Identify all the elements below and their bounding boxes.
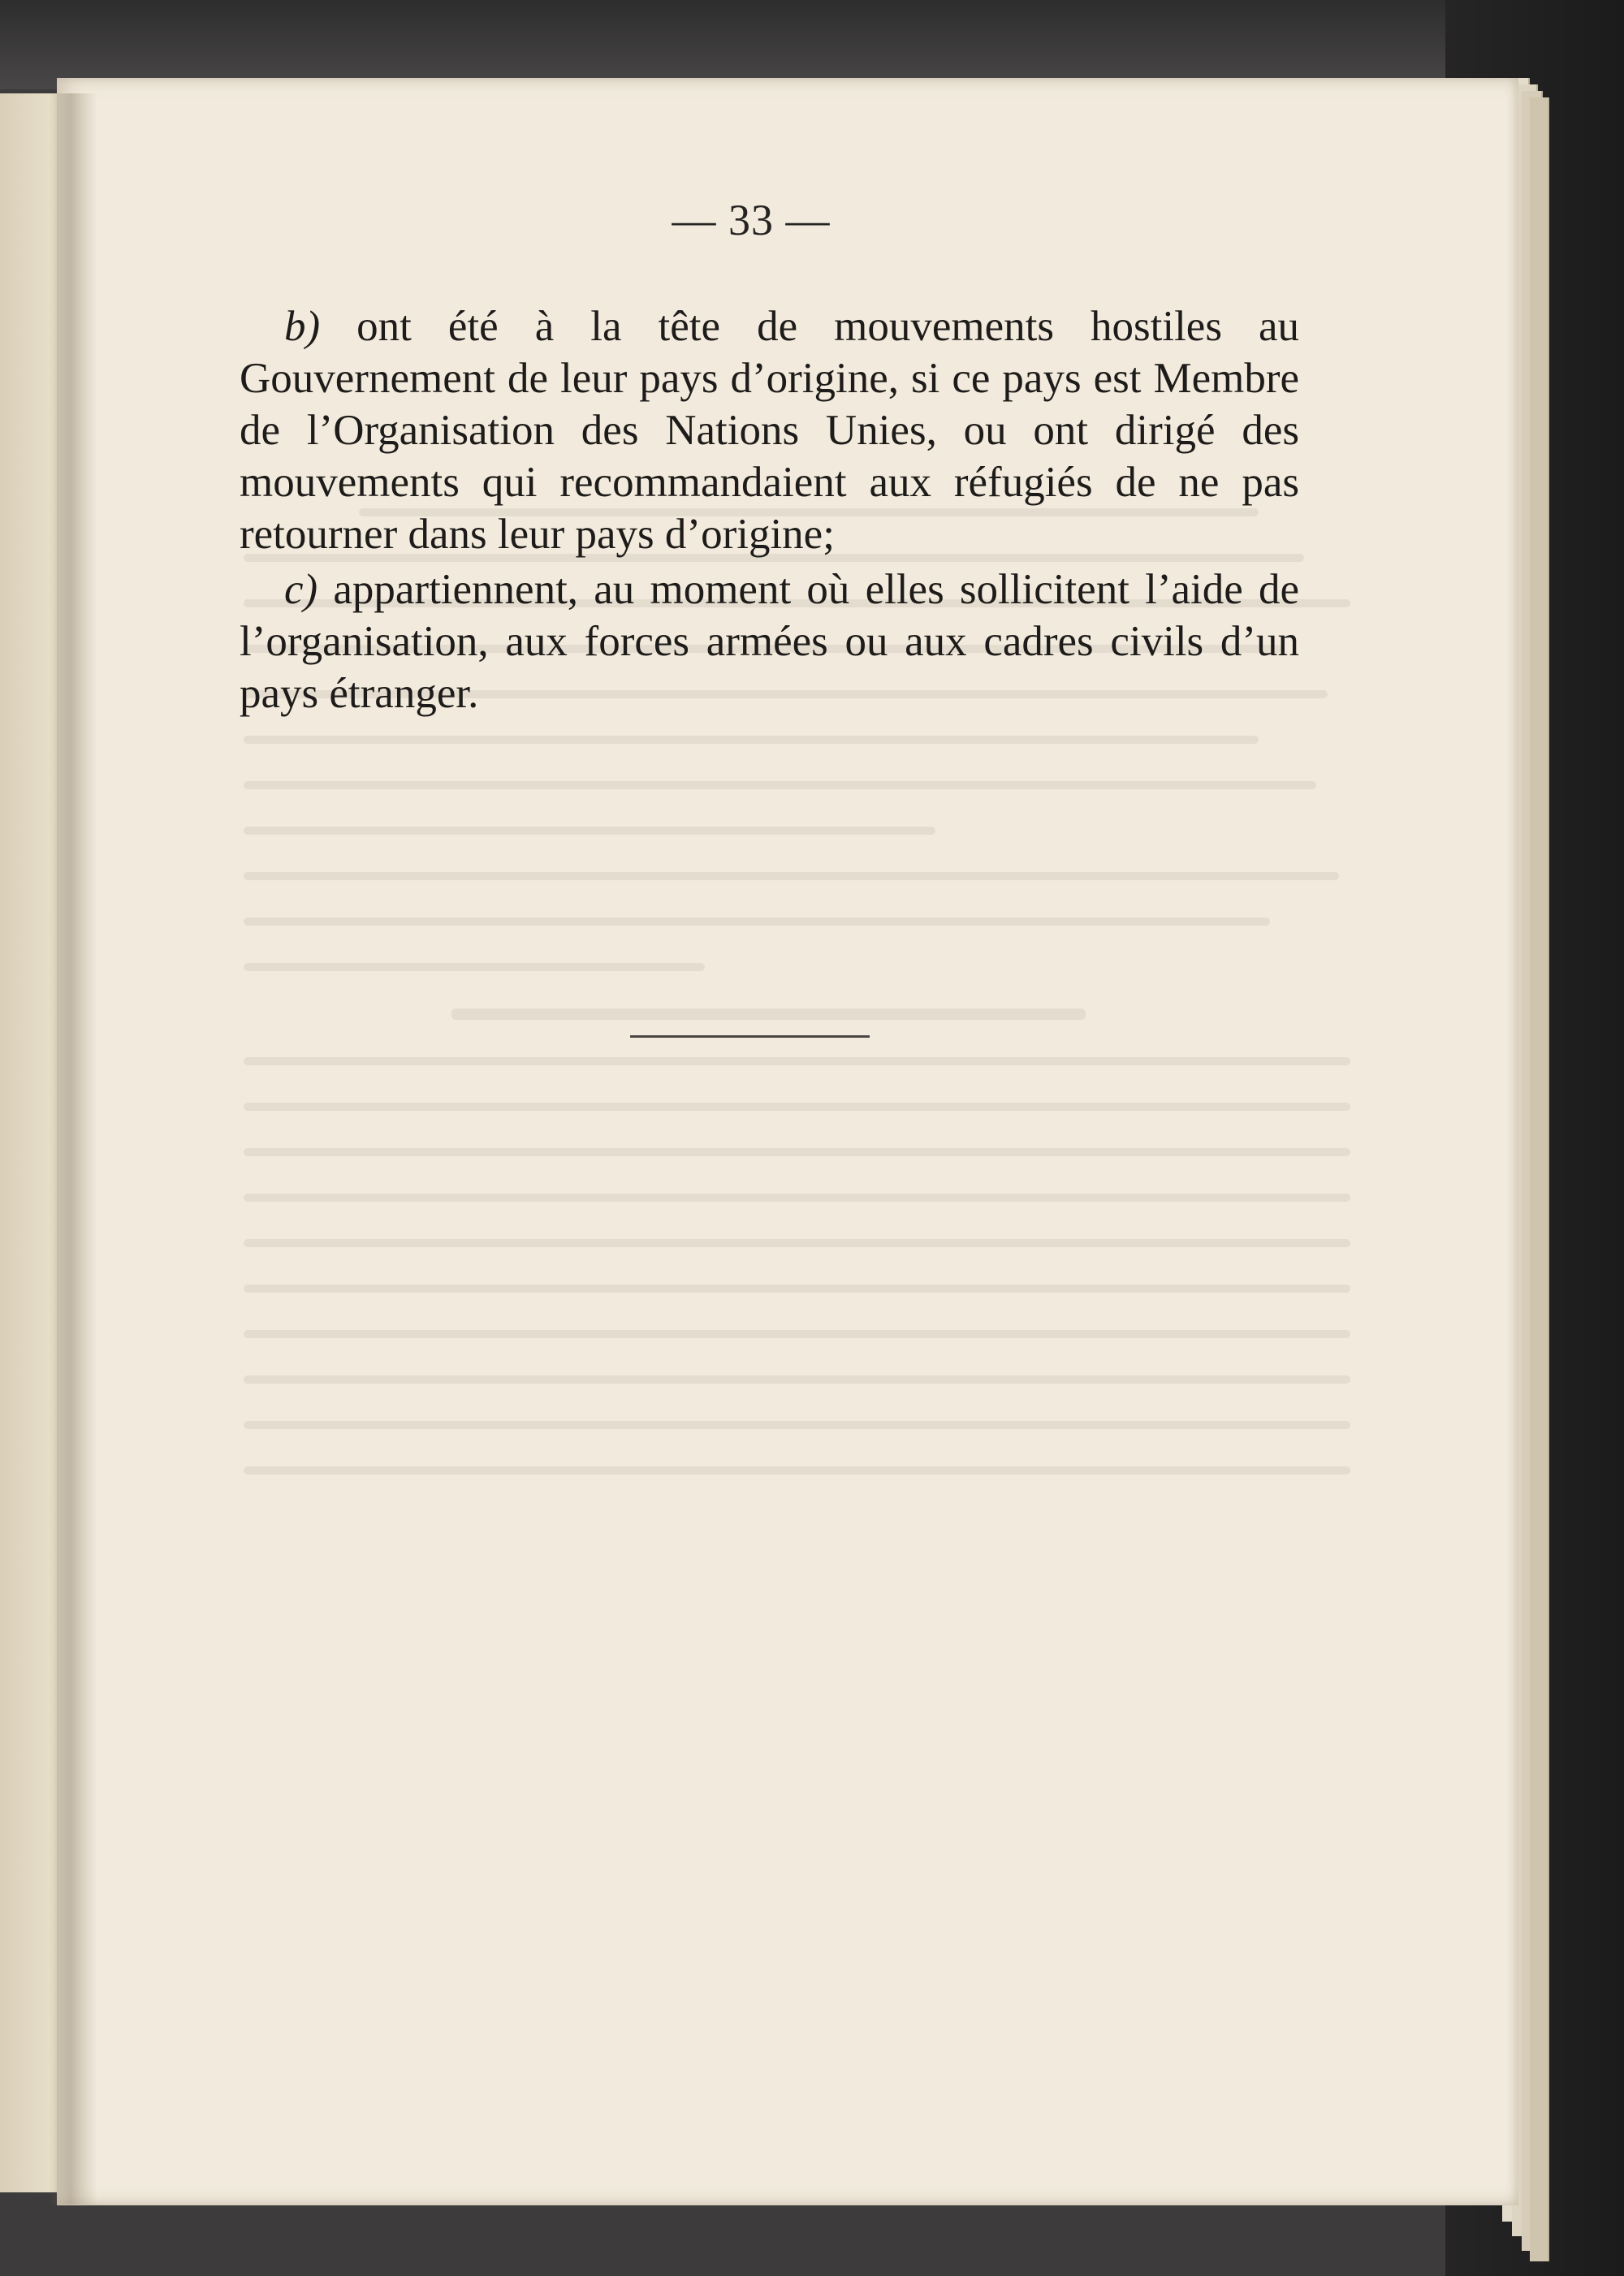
paragraph-text: appartiennent, au moment où elles sollicitent l’aide de l’organisation, aux forces armées ou aux cadres civils d’un pays étranger. [240, 566, 1299, 717]
paragraph-text: ont été à la tête de mouvements hostiles au Gouvernement de leur pays d’origine, si ce pays est Membre de l’Organisation des Nations Unies, ou ont dirigé des mouvements qui recommandaient aux réfugiés de ne pas retourner dans leur pays d’origine; [240, 303, 1299, 558]
section-divider [630, 1035, 870, 1038]
paragraph-b [240, 300, 1299, 560]
body-text [240, 300, 1299, 723]
scanner-background-top [0, 0, 1624, 89]
show-through-texture [244, 508, 1397, 2010]
page-stack-edge [1530, 97, 1549, 2261]
paragraph-c [240, 564, 1299, 719]
page-number: — 33 — [672, 196, 831, 244]
list-marker: b) [284, 303, 321, 350]
list-marker: c) [284, 566, 318, 613]
book-gutter-shadow [49, 93, 97, 2205]
